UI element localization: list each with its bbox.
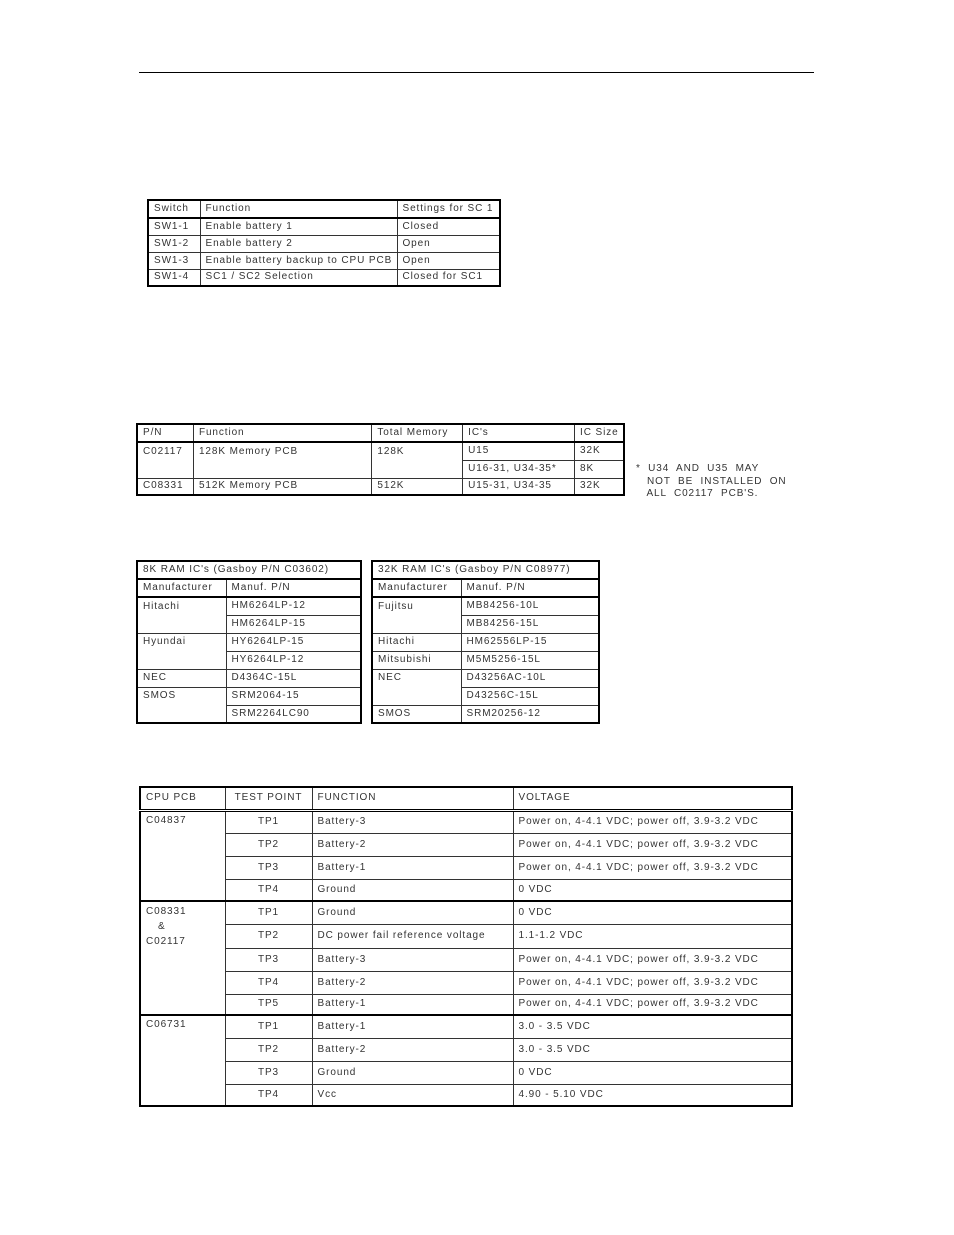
manufacturer-cell: SMOS bbox=[372, 705, 461, 723]
manufacturer-cell: Mitsubishi bbox=[372, 651, 461, 669]
function-cell: 512K Memory PCB bbox=[193, 478, 371, 495]
switch-cell: SW1-3 bbox=[148, 252, 200, 269]
part-number-cell: HY6264LP-15 bbox=[226, 633, 361, 651]
cpu-pcb-cell bbox=[140, 901, 225, 1015]
part-number-cell: MB84256-10L bbox=[461, 597, 599, 615]
table-row bbox=[140, 1084, 792, 1106]
column-header: FUNCTION bbox=[312, 787, 513, 810]
part-number-cell: HM62556LP-15 bbox=[461, 633, 599, 651]
part-number-cell: D43256AC-10L bbox=[461, 669, 599, 687]
part-number-cell: SRM20256-12 bbox=[461, 705, 599, 723]
table-row bbox=[137, 687, 361, 705]
column-header: Manufacturer bbox=[137, 579, 226, 597]
test-point-table bbox=[139, 786, 793, 1107]
test-point-cell: TP3 bbox=[225, 948, 312, 971]
column-header: Function bbox=[193, 424, 371, 442]
voltage-cell: Power on, 4-4.1 VDC; power off, 3.9-3.2 VDC bbox=[513, 994, 792, 1015]
function-cell: Ground bbox=[312, 879, 513, 901]
setting-cell: Closed bbox=[397, 218, 500, 235]
table-title-row bbox=[137, 561, 361, 579]
test-point-cell: TP1 bbox=[225, 810, 312, 833]
function-cell: 128K Memory PCB bbox=[193, 442, 371, 478]
test-point-cell: TP4 bbox=[225, 1084, 312, 1106]
function-cell: Vcc bbox=[312, 1084, 513, 1106]
column-header: TEST POINT bbox=[225, 787, 312, 810]
table-title-row bbox=[372, 561, 599, 579]
voltage-cell: 3.0 - 3.5 VDC bbox=[513, 1015, 792, 1038]
function-cell: Battery-1 bbox=[312, 1015, 513, 1038]
table-header-row bbox=[372, 579, 599, 597]
ics-cell: U15 bbox=[463, 442, 575, 460]
table-header-row bbox=[137, 579, 361, 597]
table-title: 32K RAM IC's (Gasboy P/N C08977) bbox=[372, 561, 599, 579]
manufacturer-cell bbox=[137, 651, 226, 669]
function-cell: Ground bbox=[312, 1061, 513, 1084]
part-number-cell: HY6264LP-12 bbox=[226, 651, 361, 669]
manufacturer-cell bbox=[372, 615, 461, 633]
manufacturer-cell bbox=[137, 615, 226, 633]
cpu-pcb-line: C02117 bbox=[146, 936, 186, 947]
function-cell: Battery-2 bbox=[312, 971, 513, 994]
test-point-cell: TP2 bbox=[225, 924, 312, 948]
function-cell: Battery-2 bbox=[312, 833, 513, 856]
test-point-cell: TP1 bbox=[225, 1015, 312, 1038]
table-row bbox=[140, 901, 792, 924]
test-point-cell: TP5 bbox=[225, 994, 312, 1015]
pn-cell: C08331 bbox=[137, 478, 193, 495]
table-row bbox=[372, 687, 599, 705]
table-row bbox=[137, 615, 361, 633]
part-number-cell: SRM2264LC90 bbox=[226, 705, 361, 723]
table-row bbox=[137, 633, 361, 651]
table-row bbox=[140, 810, 792, 833]
part-number-cell: M5M5256-15L bbox=[461, 651, 599, 669]
voltage-cell: Power on, 4-4.1 VDC; power off, 3.9-3.2 VDC bbox=[513, 856, 792, 879]
table-row bbox=[140, 1015, 792, 1038]
manufacturer-cell: Fujitsu bbox=[372, 597, 461, 615]
function-cell: Battery-1 bbox=[312, 994, 513, 1015]
ic-size-cell: 8K bbox=[575, 460, 624, 478]
function-cell: Battery-2 bbox=[312, 1038, 513, 1061]
setting-cell: Open bbox=[397, 235, 500, 252]
table-row bbox=[137, 669, 361, 687]
ic-size-cell: 32K bbox=[575, 442, 624, 460]
table-row bbox=[137, 478, 624, 495]
part-number-cell: D4364C-15L bbox=[226, 669, 361, 687]
table-header-row bbox=[148, 200, 500, 218]
test-point-cell: TP3 bbox=[225, 1061, 312, 1084]
manufacturer-cell: SMOS bbox=[137, 687, 226, 705]
function-cell: SC1 / SC2 Selection bbox=[200, 269, 397, 286]
part-number-cell: SRM2064-15 bbox=[226, 687, 361, 705]
switch-cell: SW1-1 bbox=[148, 218, 200, 235]
function-cell: Ground bbox=[312, 901, 513, 924]
column-header: P/N bbox=[137, 424, 193, 442]
function-cell: DC power fail reference voltage bbox=[312, 924, 513, 948]
column-header: Function bbox=[200, 200, 397, 218]
voltage-cell: 1.1-1.2 VDC bbox=[513, 924, 792, 948]
memory-pcb-table bbox=[136, 423, 625, 496]
voltage-cell: Power on, 4-4.1 VDC; power off, 3.9-3.2 VDC bbox=[513, 948, 792, 971]
table-row bbox=[140, 1061, 792, 1084]
test-point-cell: TP3 bbox=[225, 856, 312, 879]
ics-cell: U15-31, U34-35 bbox=[463, 478, 575, 495]
ram-8k-table bbox=[136, 560, 362, 724]
column-header: Switch bbox=[148, 200, 200, 218]
ram-32k-table bbox=[371, 560, 600, 724]
cpu-pcb-cell: C04837 bbox=[140, 810, 225, 901]
switch-settings-table bbox=[147, 199, 501, 287]
setting-cell: Closed for SC1 bbox=[397, 269, 500, 286]
manufacturer-cell: NEC bbox=[372, 669, 461, 687]
table-row bbox=[137, 651, 361, 669]
function-cell: Battery-3 bbox=[312, 948, 513, 971]
voltage-cell: 0 VDC bbox=[513, 1061, 792, 1084]
table-header-row bbox=[140, 787, 792, 810]
table-row bbox=[372, 633, 599, 651]
cpu-pcb-line: & bbox=[158, 921, 166, 932]
voltage-cell: 4.90 - 5.10 VDC bbox=[513, 1084, 792, 1106]
test-point-cell: TP2 bbox=[225, 1038, 312, 1061]
column-header: Manuf. P/N bbox=[461, 579, 599, 597]
manufacturer-cell bbox=[372, 687, 461, 705]
part-number-cell: HM6264LP-12 bbox=[226, 597, 361, 615]
table-row bbox=[148, 252, 500, 269]
table-row bbox=[148, 235, 500, 252]
switch-cell: SW1-2 bbox=[148, 235, 200, 252]
function-cell: Battery-3 bbox=[312, 810, 513, 833]
table-row bbox=[140, 971, 792, 994]
test-point-cell: TP2 bbox=[225, 833, 312, 856]
table-row bbox=[140, 1038, 792, 1061]
table-row bbox=[137, 705, 361, 723]
table-header-row bbox=[137, 424, 624, 442]
cpu-pcb-line: C08331 bbox=[146, 906, 187, 917]
table-row bbox=[140, 833, 792, 856]
test-point-cell: TP1 bbox=[225, 901, 312, 924]
voltage-cell: Power on, 4-4.1 VDC; power off, 3.9-3.2 VDC bbox=[513, 833, 792, 856]
memory-footnote: * U34 AND U35 MAY NOT BE INSTALLED ON ALL C02117 PCB'S. bbox=[636, 463, 787, 499]
function-cell: Battery-1 bbox=[312, 856, 513, 879]
part-number-cell: MB84256-15L bbox=[461, 615, 599, 633]
ic-size-cell: 32K bbox=[575, 478, 624, 495]
table-row bbox=[372, 615, 599, 633]
cpu-pcb-cell: C06731 bbox=[140, 1015, 225, 1106]
voltage-cell: Power on, 4-4.1 VDC; power off, 3.9-3.2 VDC bbox=[513, 971, 792, 994]
function-cell: Enable battery 1 bbox=[200, 218, 397, 235]
setting-cell: Open bbox=[397, 252, 500, 269]
table-row bbox=[372, 669, 599, 687]
pn-cell: C02117 bbox=[137, 442, 193, 478]
manufacturer-cell: Hyundai bbox=[137, 633, 226, 651]
column-header: Manuf. P/N bbox=[226, 579, 361, 597]
table-row bbox=[140, 994, 792, 1015]
table-row bbox=[372, 651, 599, 669]
column-header: VOLTAGE bbox=[513, 787, 792, 810]
header-rule bbox=[139, 72, 814, 73]
column-header: Total Memory bbox=[372, 424, 463, 442]
table-row bbox=[148, 218, 500, 235]
table-row bbox=[372, 597, 599, 615]
column-header: IC's bbox=[463, 424, 575, 442]
column-header: CPU PCB bbox=[140, 787, 225, 810]
test-point-cell: TP4 bbox=[225, 879, 312, 901]
column-header: Manufacturer bbox=[372, 579, 461, 597]
table-row bbox=[137, 597, 361, 615]
test-point-cell: TP4 bbox=[225, 971, 312, 994]
manufacturer-cell: NEC bbox=[137, 669, 226, 687]
table-row bbox=[140, 856, 792, 879]
voltage-cell: 0 VDC bbox=[513, 879, 792, 901]
voltage-cell: 0 VDC bbox=[513, 901, 792, 924]
total-memory-cell: 128K bbox=[372, 442, 463, 478]
table-row bbox=[140, 948, 792, 971]
column-header: IC Size bbox=[575, 424, 624, 442]
table-row bbox=[140, 879, 792, 901]
manufacturer-cell bbox=[137, 705, 226, 723]
ics-cell: U16-31, U34-35* bbox=[463, 460, 575, 478]
table-row bbox=[140, 924, 792, 948]
function-cell: Enable battery 2 bbox=[200, 235, 397, 252]
total-memory-cell: 512K bbox=[372, 478, 463, 495]
manufacturer-cell: Hitachi bbox=[137, 597, 226, 615]
table-title: 8K RAM IC's (Gasboy P/N C03602) bbox=[137, 561, 361, 579]
table-row bbox=[148, 269, 500, 286]
column-header: Settings for SC 1 bbox=[397, 200, 500, 218]
table-row bbox=[137, 442, 624, 460]
part-number-cell: HM6264LP-15 bbox=[226, 615, 361, 633]
switch-cell: SW1-4 bbox=[148, 269, 200, 286]
function-cell: Enable battery backup to CPU PCB bbox=[200, 252, 397, 269]
part-number-cell: D43256C-15L bbox=[461, 687, 599, 705]
manufacturer-cell: Hitachi bbox=[372, 633, 461, 651]
voltage-cell: 3.0 - 3.5 VDC bbox=[513, 1038, 792, 1061]
voltage-cell: Power on, 4-4.1 VDC; power off, 3.9-3.2 VDC bbox=[513, 810, 792, 833]
table-row bbox=[372, 705, 599, 723]
